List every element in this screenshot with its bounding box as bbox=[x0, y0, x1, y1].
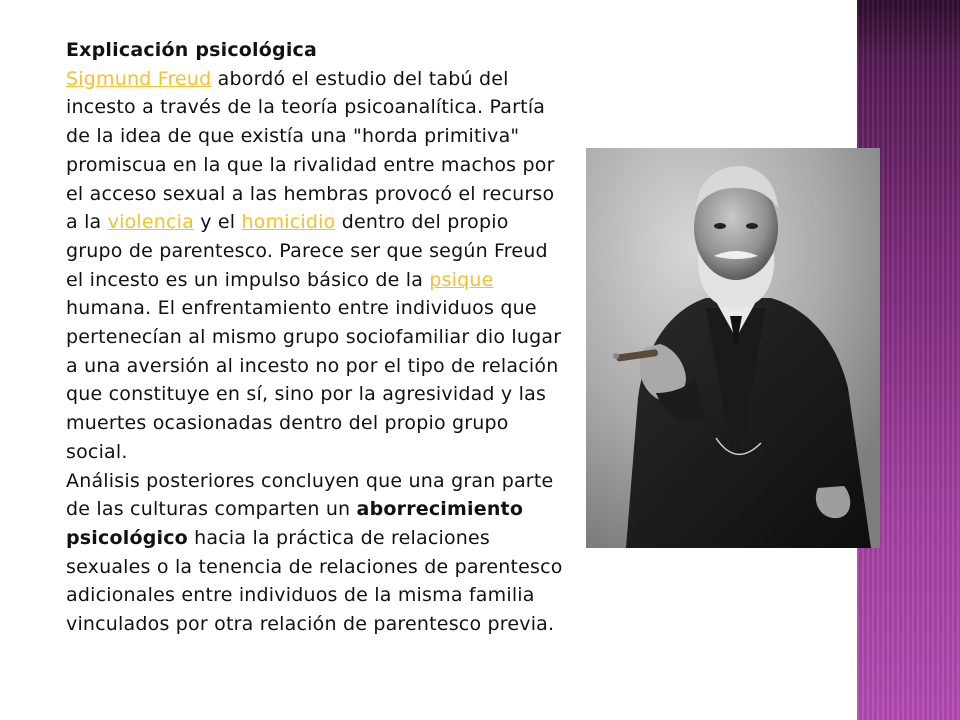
text-segment: y el bbox=[193, 211, 242, 234]
link-homicidio[interactable]: homicidio bbox=[241, 211, 336, 234]
text-segment: Análisis posteriores concluyen que una gran parte de las culturas comparten un bbox=[66, 469, 554, 521]
freud-portrait-photo bbox=[586, 148, 880, 548]
slide-heading: Explicación psicológica bbox=[66, 39, 318, 61]
link-psique[interactable]: psique bbox=[429, 268, 494, 291]
side-band-shadow bbox=[857, 0, 960, 60]
paragraph-freud bbox=[66, 65, 566, 467]
slide-text bbox=[66, 36, 566, 639]
text-segment: abordó el estudio del tabú del incesto a través de la teoría psicoanalítica. Partía de la idea de que existía una "horda primitiva" promiscua en la que la rivalidad entre machos por el acceso sexual a las hembras provocó el recurso a la bbox=[66, 67, 555, 234]
paragraph-analysis bbox=[66, 467, 566, 639]
text-segment: hacia la práctica de relaciones sexuales o la tenencia de relaciones de parentesco adicionales entre individuos de la misma familia vinculados por otra relación de parentesco previa. bbox=[66, 526, 563, 636]
text-segment: humana. El enfrentamiento entre individuos que pertenecían al mismo grupo sociofamiliar dio lugar a una aversión al incesto no por el tipo de relación que constituye en sí, sino por la agresividad y las muertes ocasionadas dentro del propio grupo social. bbox=[66, 297, 562, 463]
bold-term: aborrecimiento psicológico bbox=[66, 498, 524, 549]
text-segment: dentro del propio grupo de parentesco. Parece ser que según Freud el incesto es un impulso básico de la bbox=[66, 211, 548, 291]
portrait-illustration bbox=[586, 148, 880, 548]
link-violencia[interactable]: violencia bbox=[107, 211, 194, 234]
link-sigmund-freud[interactable]: Sigmund Freud bbox=[66, 67, 212, 90]
